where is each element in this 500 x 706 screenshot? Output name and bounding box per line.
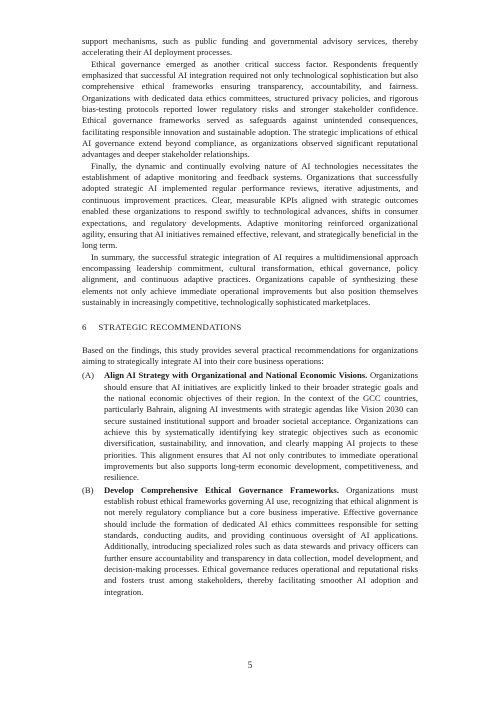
section-title: STRATEGIC RECOMMENDATIONS — [98, 322, 242, 333]
paragraph-adaptive-monitoring: Finally, the dynamic and continually evolving nature of AI technologies necessitates the establishment of adaptive monitoring and feedback systems. Organizations that successfully adopted strategic AI implemented regular performance reviews, iterative adjustments, and continuous improvement practices. Clear, measurable KPIs aligned with strategic outcomes enabled these organizations to respond swiftly to technological advances, shifts in consumer expectations, and regulatory developments. Adaptive monitoring reinforced organizational agility, ensuring that AI initiatives remained effective, relevant, and strategically beneficial in the long term. — [82, 160, 418, 251]
paragraph-ethical-governance: Ethical governance emerged as another critical success factor. Respondents frequently emphasized that successful AI integration required not only technological sophistication but also comprehensive ethical frameworks ensuring transparency, accountability, and fairness. Organizations with dedicated data ethics committees, structured privacy policies, and rigorous bias-testing protocols reported lower regulatory risks and stronger stakeholder confidence. Ethical governance frameworks served as safeguards against unintended consequences, facilitating responsible innovation and sustainable adoption. The strategic implications of ethical AI governance extend beyond compliance, as organizations observed significant reputational advantages and deeper stakeholder relationships. — [82, 58, 418, 160]
recommendation-item — [82, 485, 418, 598]
recommendation-title: Develop Comprehensive Ethical Governance Frameworks. — [104, 484, 347, 495]
recommendation-title: Align AI Strategy with Organizational and National Economic Visions. — [104, 370, 370, 381]
recommendation-body — [104, 485, 418, 598]
recommendation-label: (A) — [82, 370, 94, 381]
recommendation-label: (B) — [82, 484, 94, 495]
paper-page — [82, 36, 418, 599]
paragraph-continuation: support mechanisms, such as public funding and governmental advisory services, thereby accelerating their AI deployment processes. — [82, 36, 418, 58]
paragraph-summary: In summary, the successful strategic integration of AI requires a multidimensional approach encompassing leadership commitment, cultural transformation, ethical governance, policy alignment, and continuous adaptive practices. Organizations capable of synthesizing these elements not only achieve immediate operational improvements but also position themselves sustainably in increasingly competitive, technologically sophisticated marketplaces. — [82, 251, 418, 307]
recommendation-text: Organizations should ensure that AI initiatives are explicitly linked to their broader strategic goals and the national economic objectives of their region. In the context of the GCC countries, particularly Bahrain, aligning AI investments with strategic agendas like Vision 2030 can secure sustained institutional support and broader societal acceptance. Organizations can achieve this by systematically identifying key strategic objectives such as economic diversification, sustainability, and innovation, and clearly mapping AI projects to these priorities. This alignment ensures that AI not only contributes to immediate operational improvements but also supports long-term economic development, competitiveness, and resilience. — [104, 370, 418, 483]
page-number: 5 — [247, 660, 253, 670]
section-heading — [82, 322, 418, 333]
recommendation-text: Organizations must establish robust ethical frameworks governing AI use, recognizing that ethical alignment is not merely regulatory compliance but a core business imperative. Effective governance should include the formation of dedicated AI ethics committees responsible for setting standards, conducting audits, and providing continuous oversight of AI applications. Additionally, introducing specialized roles such as data stewards and privacy officers can further ensure accountability and transparency in data collection, model development, and decision-making processes. Ethical governance reduces operational and reputational risks and fosters trust among stakeholders, thereby facilitating smoother AI adoption and integration. — [104, 484, 418, 597]
recommendations-intro: Based on the findings, this study provides several practical recommendations for organizations aiming to strategically integrate AI into their core business operations: — [82, 344, 418, 366]
recommendation-body — [104, 370, 418, 483]
recommendation-item — [82, 370, 418, 483]
section-number: 6 — [82, 322, 87, 333]
